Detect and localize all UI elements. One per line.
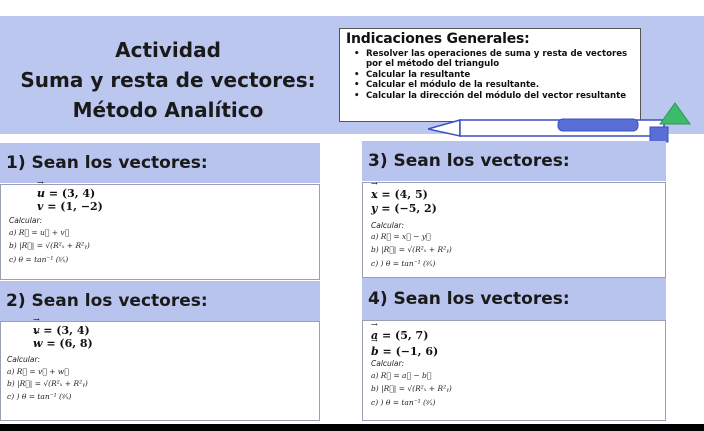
pencil-icon xyxy=(428,100,698,146)
vector-value: = (1, −2) xyxy=(47,200,103,213)
instruction-item: por el método del triangulo xyxy=(366,59,500,70)
vector-symbol: → u xyxy=(37,187,45,200)
section-3-heading: 3) Sean los vectores: xyxy=(362,141,666,181)
instruction-item: • Calcular la resultante xyxy=(354,70,627,80)
calculate-label: Calcular: xyxy=(371,359,405,368)
vector-w xyxy=(33,337,93,350)
vector-v xyxy=(33,324,90,337)
vector-value: = (4, 5) xyxy=(381,188,428,201)
vector-symbol: → v xyxy=(37,200,43,213)
calculate-label: Calcular: xyxy=(371,221,405,230)
vector-y xyxy=(371,202,437,215)
vector-symbol: → w xyxy=(33,337,42,350)
activity-title: Actividad xyxy=(115,38,221,62)
vector-symbol: → x xyxy=(371,188,378,201)
step-c: c) ) θ = tan⁻¹ (ʸ⁄ₓ) xyxy=(371,259,436,268)
instruction-item: • Calcular la dirección del módulo del vector resultante xyxy=(354,91,627,101)
vector-symbol: → b xyxy=(371,345,379,358)
step-a: a) R⃗ = v⃗ + w⃗ xyxy=(7,367,69,376)
vector-b xyxy=(371,345,438,358)
section-4-body xyxy=(362,320,666,421)
step-c: c) ) θ = tan⁻¹ (ʸ⁄ₓ) xyxy=(7,392,72,401)
activity-subtitle: Suma y resta de vectores: xyxy=(20,68,316,92)
vector-symbol: → v xyxy=(33,324,39,337)
step-a: a) R⃗ = u⃗ + v⃗ xyxy=(9,228,70,237)
section-3-body xyxy=(362,182,666,278)
step-a: a) R⃗ = x⃗ − y⃗ xyxy=(371,232,431,241)
section-1-body xyxy=(0,184,320,280)
vector-symbol: → a xyxy=(371,329,378,342)
step-c: c) ) θ = tan⁻¹ (ʸ⁄ₓ) xyxy=(371,398,436,407)
vector-symbol: → y xyxy=(371,202,377,215)
section-4-heading: 4) Sean los vectores: xyxy=(362,278,666,320)
vector-u xyxy=(37,187,95,200)
step-b: b) |R⃗| = √(R²ₓ + R²ᵧ) xyxy=(371,384,452,393)
vector-value: = (3, 4) xyxy=(48,187,96,200)
calculate-label: Calcular: xyxy=(9,216,43,225)
vector-value: = (−1, 6) xyxy=(382,345,439,358)
section-1-heading: 1) Sean los vectores: xyxy=(0,143,320,183)
step-b: b) |R⃗| = √(R²ₓ + R²ᵧ) xyxy=(371,245,452,254)
vector-value: = (5, 7) xyxy=(381,329,429,342)
step-c: c) θ = tan⁻¹ (ʸ⁄ₓ) xyxy=(9,255,69,264)
instruction-item: • Resolver las operaciones de suma y resta de vectores xyxy=(354,49,627,59)
step-a: a) R⃗ = a⃗ − b⃗ xyxy=(371,371,432,380)
section-2-heading: 2) Sean los vectores: xyxy=(0,281,320,321)
vector-value: = (−5, 2) xyxy=(381,202,437,215)
step-b: b) |R⃗| = √(R²ₓ + R²ᵧ) xyxy=(7,379,88,388)
activity-method: Método Analítico xyxy=(72,98,264,122)
vector-a xyxy=(371,329,428,342)
step-b: b) |R⃗| = √(R²ₓ + R²ᵧ) xyxy=(9,241,90,250)
instructions-list xyxy=(354,49,627,101)
calculate-label: Calcular: xyxy=(7,355,41,364)
section-2-body xyxy=(0,321,320,421)
vector-x xyxy=(371,188,428,201)
vector-v xyxy=(37,200,103,213)
vector-value: = (6, 8) xyxy=(46,337,93,350)
instruction-item: • Calcular el módulo de la resultante. xyxy=(354,80,627,90)
instructions-heading: Indicaciones Generales: xyxy=(346,31,530,47)
vector-value: = (3, 4) xyxy=(43,324,90,337)
